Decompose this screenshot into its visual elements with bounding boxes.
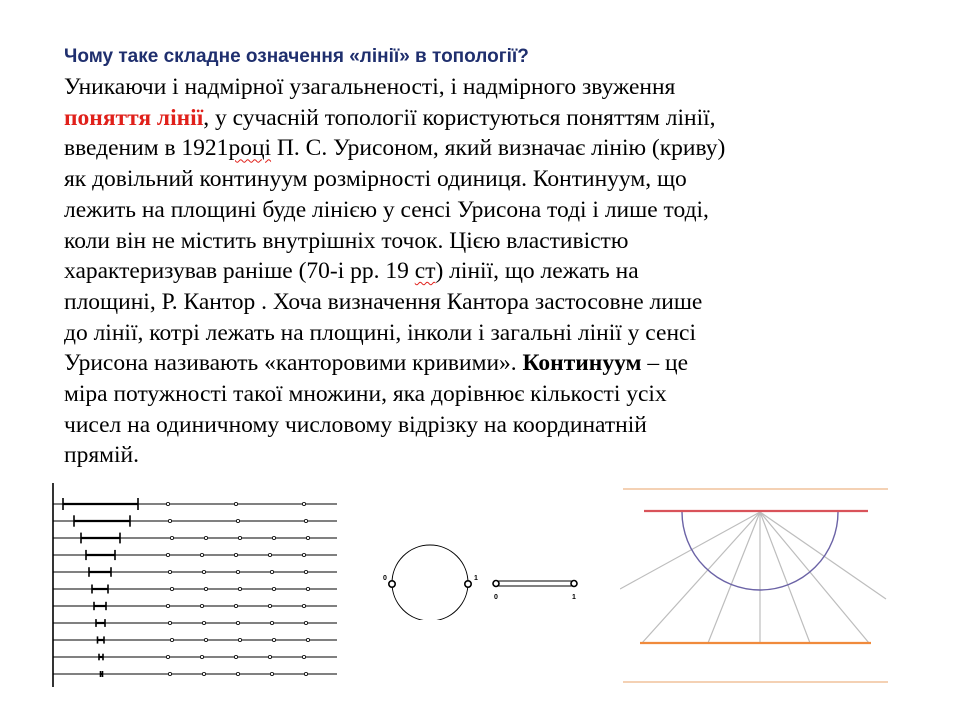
row-dot: [166, 502, 169, 505]
row-dot: [268, 655, 271, 658]
segment-point-end: [571, 581, 577, 587]
segment-end-label: 1: [572, 594, 576, 601]
row-dot: [304, 570, 307, 573]
row-dot: [170, 587, 173, 590]
text-line: поняття лінії, у сучасній топології користуються поняттям лінії,: [64, 104, 716, 131]
row-dot: [270, 621, 273, 624]
row-dot: [166, 604, 169, 607]
circle-segment-figure: [375, 540, 590, 620]
circle-point-right: [465, 581, 471, 587]
circle-right-label: 1: [474, 575, 478, 582]
text-line: чисел на одиничному числовому відрізку на координатній: [64, 411, 647, 438]
row-dot: [168, 570, 171, 573]
row-dot: [306, 536, 309, 539]
projection-rays: [620, 512, 886, 643]
row-dot: [202, 672, 205, 675]
row-dot: [168, 621, 171, 624]
spellcheck-word: році: [228, 135, 272, 162]
row-dot: [302, 553, 305, 556]
row-dot: [204, 587, 207, 590]
row-dot: [272, 587, 275, 590]
text-line: введеним в 1921році П. С. Урисоном, який визначає лінію (криву): [64, 135, 726, 162]
row-dot: [306, 587, 309, 590]
row-dot: [200, 553, 203, 556]
row-dot: [272, 638, 275, 641]
row-dot: [168, 672, 171, 675]
text-line: міра потужності такої множини, яка дорівнює кількості усіх: [64, 381, 667, 408]
row-dot: [202, 621, 205, 624]
bold-term: Континуум: [522, 350, 642, 377]
spellcheck-word: ст: [414, 258, 436, 285]
row-dot: [170, 536, 173, 539]
row-dot: [234, 604, 237, 607]
row-dot: [234, 655, 237, 658]
row-dot: [238, 638, 241, 641]
text-line: прямій.: [64, 442, 139, 469]
row-dot: [302, 604, 305, 607]
semicircle-projection-figure: [620, 485, 892, 685]
circle-left-label: 0: [383, 575, 387, 582]
row-dot: [238, 536, 241, 539]
row-dot: [168, 519, 171, 522]
row-dot: [272, 536, 275, 539]
text-line: коли він не містить внутрішніх точок. Цією властивістю: [64, 227, 629, 254]
row-dot: [204, 536, 207, 539]
row-dot: [302, 655, 305, 658]
row-dot: [270, 672, 273, 675]
row-dot: [170, 638, 173, 641]
row-dot: [270, 570, 273, 573]
row-dot: [268, 553, 271, 556]
text-line: характеризував раніше (70-і рр. 19 ст) лінії, що лежать на: [64, 258, 639, 285]
text-line: до лінії, котрі лежать на площині, інколи і загальні лінії у сенсі: [64, 319, 696, 346]
body-paragraph: [64, 72, 934, 471]
row-dot: [200, 604, 203, 607]
row-dot: [236, 570, 239, 573]
row-dot: [304, 621, 307, 624]
row-dot: [166, 553, 169, 556]
row-dot: [306, 638, 309, 641]
row-dot: [236, 519, 239, 522]
row-dot: [204, 638, 207, 641]
text-line: лежить на площині буде лінією у сенсі Урисона тоді і лише тоді,: [64, 196, 709, 223]
row-dot: [238, 587, 241, 590]
row-dot: [236, 672, 239, 675]
segment-point-start: [493, 581, 499, 587]
row-dot: [166, 655, 169, 658]
text-line: Урисона називають «канторовими кривими». Континуум – це: [64, 350, 689, 377]
row-dot: [304, 519, 307, 522]
text-line: як довільний континуум розмірності одиниця. Континуум, що: [64, 166, 687, 193]
row-dot: [200, 655, 203, 658]
row-dot: [304, 672, 307, 675]
text-line: площині, Р. Кантор . Хоча визначення Кантора застосовне лише: [64, 288, 703, 315]
text-line: Уникаючи і надмірної узагальненості, і надмірного звуження: [64, 74, 676, 100]
slide-title: Чому таке складне означення «лінії» в топології?: [64, 46, 529, 67]
row-dot: [202, 570, 205, 573]
cantor-set-figure: [50, 480, 340, 690]
circle-point-left: [389, 581, 395, 587]
highlighted-term: поняття лінії: [64, 104, 204, 131]
row-dot: [234, 502, 237, 505]
row-dot: [236, 621, 239, 624]
row-dot: [268, 604, 271, 607]
row-dot: [302, 502, 305, 505]
row-dot: [234, 553, 237, 556]
segment-start-label: 0: [494, 594, 498, 601]
circle-shape: [392, 545, 468, 620]
